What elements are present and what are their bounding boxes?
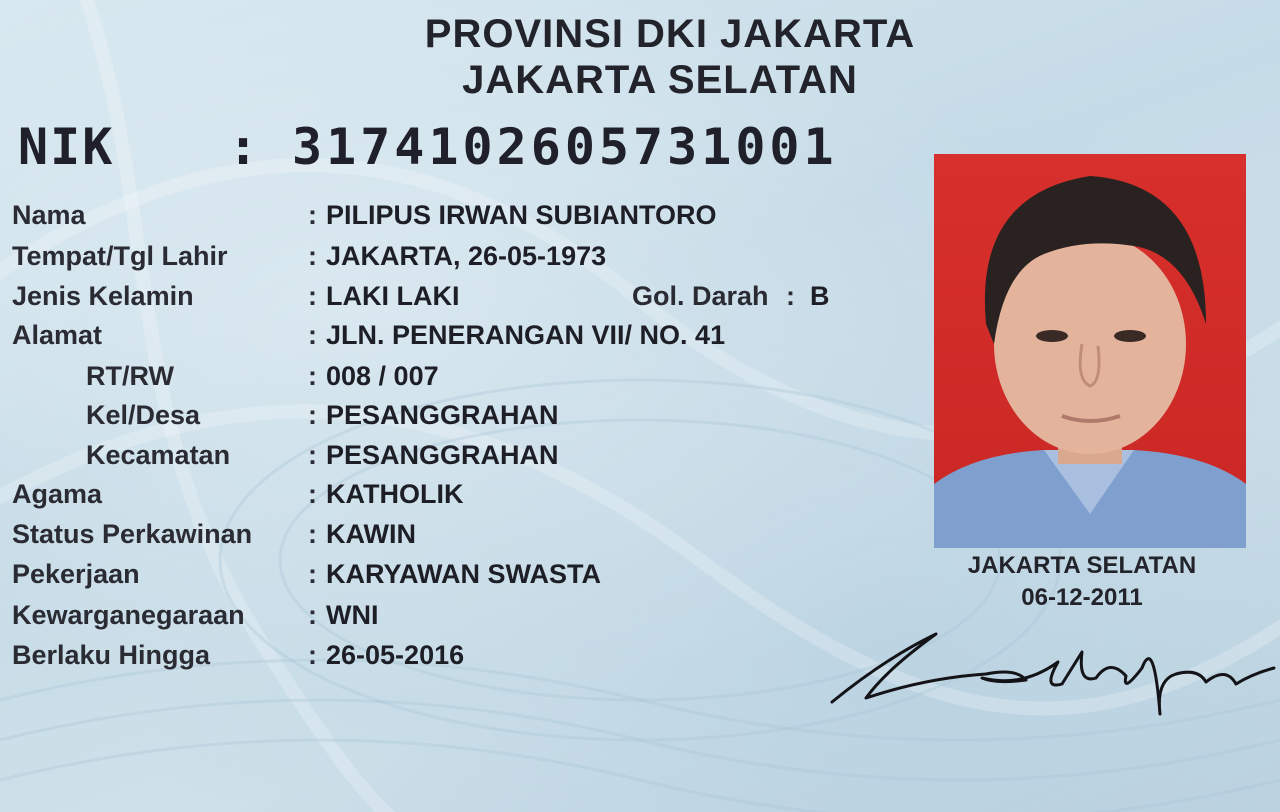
status-value: KAWIN [326, 519, 416, 549]
signature [826, 618, 1280, 728]
alamat-label: Alamat [12, 320, 103, 350]
jenis-kelamin-value: LAKI LAKI [326, 281, 460, 311]
portrait-photo [934, 154, 1246, 548]
field-colon: : [308, 519, 317, 549]
rt-rw-label: RT/RW [86, 361, 174, 391]
city-heading: JAKARTA SELATAN [462, 58, 858, 102]
field-colon: : [308, 479, 317, 509]
field-colon: : [308, 400, 317, 430]
agama-label: Agama [12, 479, 103, 509]
gol-darah-label: Gol. Darah [632, 281, 769, 311]
ttl-value: JAKARTA, 26-05-1973 [326, 241, 607, 271]
status-label: Status Perkawinan [12, 519, 253, 549]
kel-desa-value: PESANGGRAHAN [326, 400, 559, 430]
kel-desa-label: Kel/Desa [86, 400, 201, 430]
berlaku-value: 26-05-2016 [326, 640, 465, 670]
field-colon: : [308, 320, 317, 350]
jenis-kelamin-label: Jenis Kelamin [12, 281, 194, 311]
ttl-label: Tempat/Tgl Lahir [12, 241, 228, 271]
nama-label: Nama [12, 200, 86, 230]
nik-colon: : [228, 118, 261, 176]
field-colon: : [308, 600, 317, 630]
field-row-status [0, 519, 920, 559]
issue-date: 06-12-2011 [1021, 584, 1143, 611]
field-colon: : [786, 281, 795, 311]
field-row-alamat [0, 320, 920, 360]
field-row-agama [0, 479, 920, 519]
field-row-ttl [0, 241, 920, 281]
field-row-jenis-kelamin [0, 281, 920, 321]
kewarganegaraan-value: WNI [326, 600, 379, 630]
field-row-rt-rw [0, 361, 920, 401]
field-colon: : [308, 440, 317, 470]
nik-value: 3174102605731001 [292, 118, 838, 176]
field-colon: : [308, 241, 317, 271]
gol-darah-value: B [810, 281, 830, 311]
rt-rw-value: 008 / 007 [326, 361, 439, 391]
berlaku-label: Berlaku Hingga [12, 640, 211, 670]
kecamatan-label: Kecamatan [86, 440, 231, 470]
field-row-nama [0, 200, 920, 240]
nama-value: PILIPUS IRWAN SUBIANTORO [326, 200, 717, 230]
field-colon: : [308, 281, 317, 311]
field-colon: : [308, 200, 317, 230]
field-colon: : [308, 640, 317, 670]
field-row-kewarganegaraan [0, 600, 920, 640]
field-row-pekerjaan [0, 559, 920, 599]
field-colon: : [308, 559, 317, 589]
nik-label: NIK [18, 118, 115, 176]
kecamatan-value: PESANGGRAHAN [326, 440, 559, 470]
pekerjaan-label: Pekerjaan [12, 559, 140, 589]
field-row-berlaku [0, 640, 920, 680]
field-row-kecamatan [0, 440, 920, 480]
alamat-value: JLN. PENERANGAN VII/ NO. 41 [326, 320, 726, 350]
province-heading: PROVINSI DKI JAKARTA [424, 12, 916, 56]
field-colon: : [308, 361, 317, 391]
field-row-kel-desa [0, 400, 920, 440]
pekerjaan-value: KARYAWAN SWASTA [326, 559, 602, 589]
kewarganegaraan-label: Kewarganegaraan [12, 600, 245, 630]
agama-value: KATHOLIK [326, 479, 464, 509]
issue-city: JAKARTA SELATAN [967, 552, 1197, 579]
portrait-illustration [934, 154, 1246, 548]
